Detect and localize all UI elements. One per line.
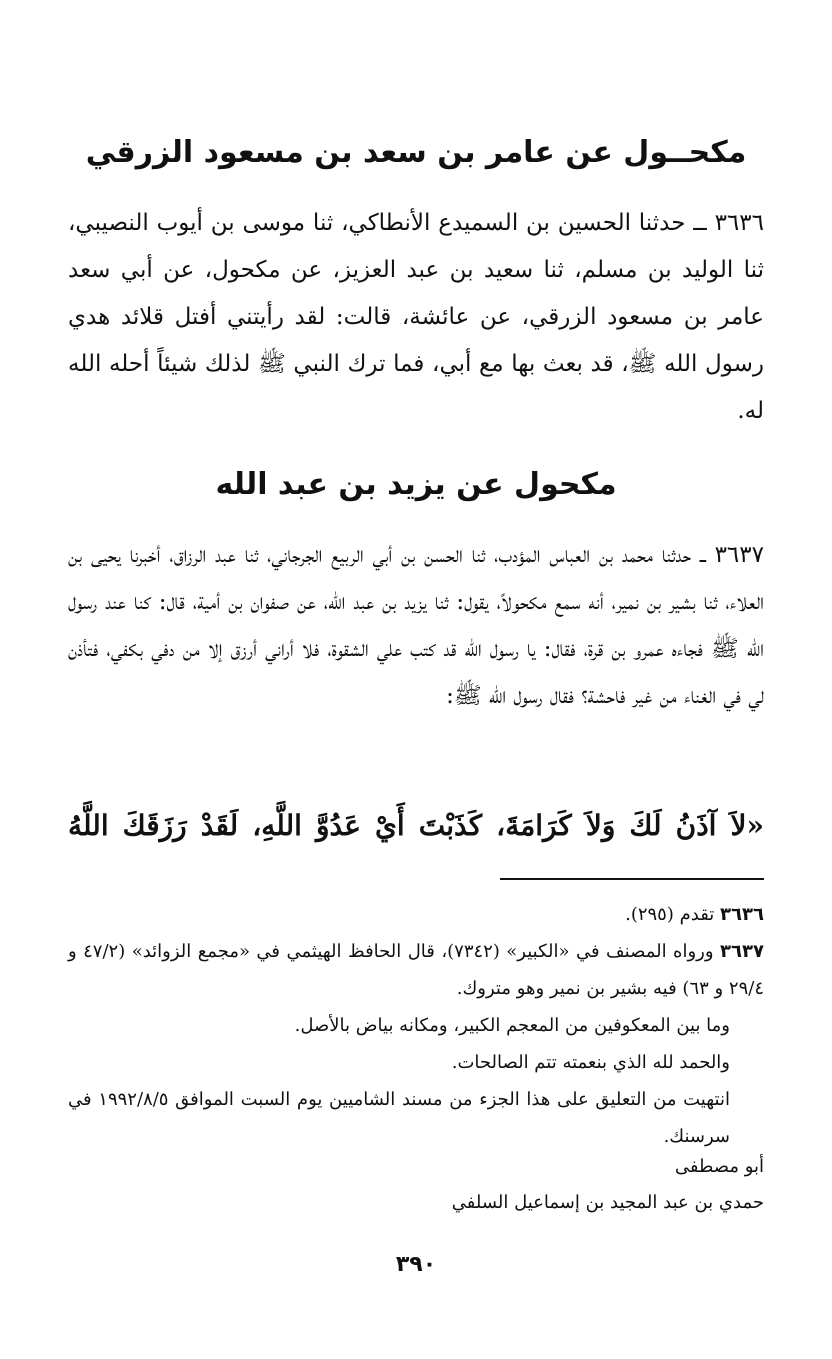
- footnote-number: ٣٦٣٧: [720, 941, 764, 962]
- footnote-3636: [68, 896, 764, 933]
- footnote-divider: [500, 878, 764, 880]
- closing-line: انتهيت من التعليق على هذا الجزء من مسند الشاميين يوم السبت الموافق ١٩٩٢/٨/٥ في سرسنك.: [68, 1089, 730, 1147]
- footnote-number: ٣٦٣٦: [720, 904, 764, 925]
- hadith-3636-text: ٣٦٣٦ ــ حدثنا الحسين بن السميدع الأنطاكي، ثنا موسى بن أيوب النصيبي، ثنا الوليد بن مسلم، ثنا سعيد بن عبد العزيز، عن مكحول، عن أبي سعد عامر بن مسعود الزرقي، عن عائشة، قالت: لقد رأيتني أفتل قلائد هدي رسول الله ﷺ، قد بعث بها مع أبي، فما ترك النبي ﷺ لذلك شيئاً أحله الله له.: [68, 210, 764, 424]
- section-heading-3637: مكحول عن يزيد بن عبد الله: [215, 467, 617, 502]
- section-heading-3636: مكحــول عن عامر بن سعد بن مسعود الزرقي: [85, 135, 747, 170]
- closing-line: والحمد لله الذي بنعمته تتم الصالحات.: [451, 1052, 730, 1073]
- footnote-text: ورواه المصنف في «الكبير» (٧٣٤٢)، قال الحافظ الهيثمي في «مجمع الزوائد» (٤٧/٢ و ٢٩/٤ و ٦٣) فيه بشير بن نمير وهو متروك.: [68, 941, 764, 999]
- page-number: ٣٩٠: [395, 1252, 437, 1277]
- footnote-text: تقدم (٢٩٥).: [625, 904, 715, 925]
- hadith-3637-text: ٣٦٣٧ ــ حدثنا محمد بن العباس المؤدب، ثنا الحسن بن أبي الربيع الجرجاني، ثنا عبد الرزاق، أخبرنا يحيى بن العلاء، ثنا بشير بن نمير، أنه سمع مكحولاً، يقول: ثنا يزيد بن عبد الله، عن صفوان بن أمية، قال: كنا عند رسول الله ﷺ فجاءه عمرو بن قرة، فقال: يا رسول الله قد كتب علي الشقوة، فلا أراني أرزق إلا من دفي بكفي، فتأذن لي في الغناء من غير فاحشة؟ فقال رسول الله ﷺ:: [68, 542, 764, 709]
- footnote-3637: [68, 933, 764, 1007]
- hadith-3637-quote: «لاَ آذَنُ لَكَ وَلاَ كَرَامَةَ، كَذَبْتَ أَيْ عَدُوَّ اللَّهِ، لَقَدْ رَزَقَكَ اللَّهُ: [68, 809, 764, 842]
- signature-name: حمدي بن عبد المجيد بن إسماعيل السلفي: [451, 1192, 764, 1213]
- footnotes: [68, 896, 764, 1155]
- closing-line: وما بين المعكوفين من المعجم الكبير، ومكانه بياض بالأصل.: [294, 1015, 730, 1036]
- signature-kunya: أبو مصطفى: [674, 1156, 764, 1177]
